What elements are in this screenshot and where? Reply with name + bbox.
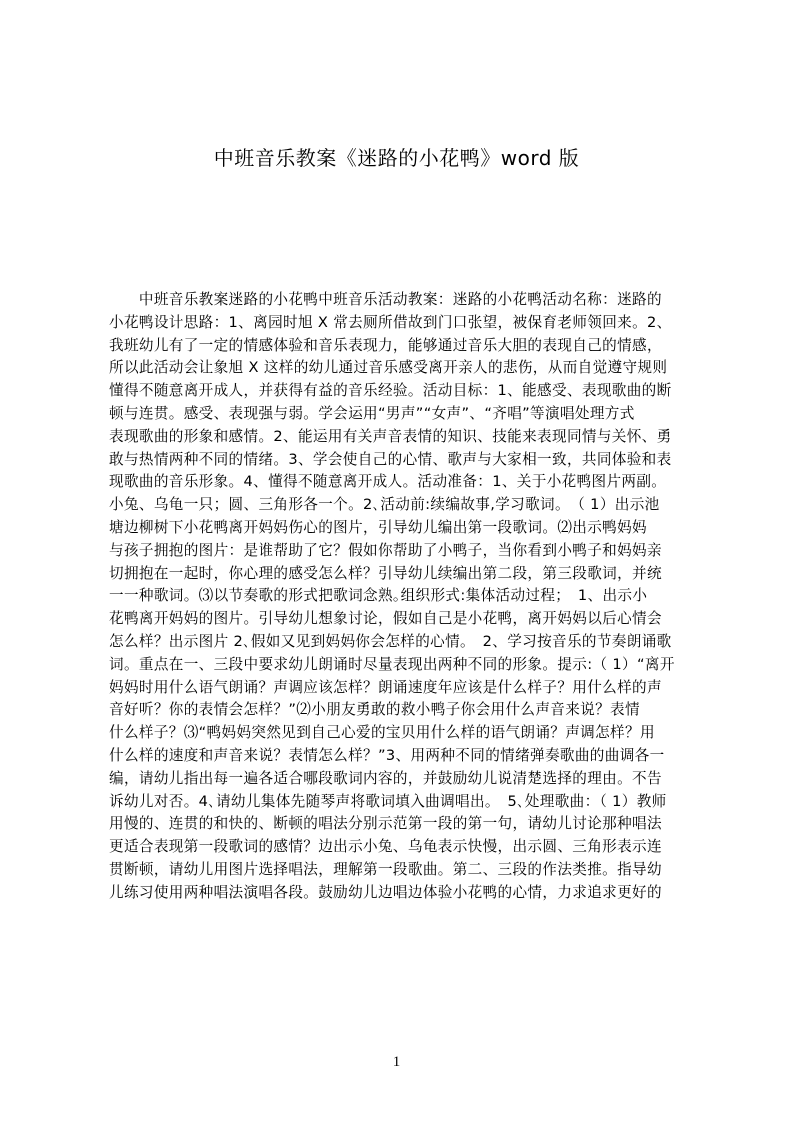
body-line: 切拥抱在一起时，你心理的感受怎么样？引导幼儿续编出第二段，第三段歌词，并统: [109, 564, 662, 582]
body-line: 小花鸭设计思路：1、离园时旭 X 常去厕所借故到门口张望，被保育老师领回来。2、: [109, 313, 672, 331]
body-line: 所以此活动会让象旭 X 这样的幼儿通过音乐感受离开亲人的悲伤，从而自觉遵守规则: [109, 359, 668, 377]
body-line: 小兔、乌龟一只；圆、三角形各一个。2､活动前:续编故事,学习歌词。 （ 1）出示池: [109, 496, 660, 514]
body-line: 什么样的速度和声音来说？表情怎么样？”3、用两种不同的情绪弹奏歌曲的曲调各一: [109, 746, 665, 764]
body-line: 用慢的、连贯的和快的、断顿的唱法分别示范第一段的第一句，请幼儿讨论那种唱法: [109, 815, 662, 833]
body-line: 诉幼儿对否。4､请幼儿集体先随琴声将歌词填入曲调唱出。 5､处理歌曲：（ 1）教师: [109, 792, 667, 810]
body-line: 音好听？你的表情会怎样？”⑵小朋友勇敢的救小鸭子你会用什么声音来说？表情: [109, 701, 640, 719]
body-line: 儿练习使用两种唱法演唱各段。鼓励幼儿边唱边体验小花鸭的心情，力求追求更好的: [109, 883, 662, 901]
body-line: 塘边柳树下小花鸭离开妈妈伤心的图片，引导幼儿编出第一段歌词。⑵出示鸭妈妈: [109, 518, 647, 536]
body-line: 敢与热情两种不同的情绪。3、学会使自己的心情、歌声与大家相一致，共同体验和表: [109, 450, 672, 468]
body-line: 与孩子拥抱的图片：是谁帮助了它？假如你帮助了小鸭子，当你看到小鸭子和妈妈亲: [109, 541, 662, 559]
body-line: 我班幼儿有了一定的情感体验和音乐表现力，能够通过音乐大胆的表现自己的情感，: [109, 336, 662, 354]
document-title: 中班音乐教案《迷路的小花鸭》word 版: [213, 146, 580, 170]
body-line: 一一种歌词。⑶以节奏歌的形式把歌词念熟｡组织形式:集体活动过程； 1、出示小: [109, 587, 648, 605]
body-line: 表现歌曲的形象和感情。2、能运用有关声音表情的知识、技能来表现同情与关怀、勇: [109, 427, 672, 445]
body-line: 妈妈时用什么语气朗诵？声调应该怎样？朗诵速度年应该是什么样子？用什么样的声: [109, 678, 662, 696]
body-line: 编，请幼儿指出每一遍各适合哪段歌词内容的，并鼓励幼儿说清楚选择的理由。不告: [109, 769, 662, 787]
body-line: 词。重点在一、三段中要求幼儿朗诵时尽量表现出两种不同的形象。提示:（ 1）“离开: [109, 655, 675, 673]
body-line: 什么样子？⑶“鸭妈妈突然见到自己心爱的宝贝用什么样的语气朗诵？声调怎样？用: [109, 724, 655, 742]
body-line: 中班音乐教案迷路的小花鸭中班音乐活动教案：迷路的小花鸭活动名称：迷路的: [109, 291, 662, 308]
body-line: 懂得不随意离开成人，并获得有益的音乐经验。活动目标：1、能感受、表现歌曲的断: [109, 382, 672, 400]
body-line: 花鸭离开妈妈的图片。引导幼儿想象讨论，假如自己是小花鸭，离开妈妈以后心情会: [109, 610, 662, 628]
page-number: 1: [392, 1054, 401, 1070]
body-line: 贯断顿，请幼儿用图片选择唱法，理解第一段歌曲。第二、三段的作法类推。指导幼: [109, 860, 662, 878]
body-line: 顿与连贯。感受、表现强与弱。学会运用“男声”“女声”、“齐唱”等演唱处理方式: [109, 404, 635, 422]
body-line: 更适合表现第一段歌词的感情？边出示小兔、乌龟表示快慢，出示圆、三角形表示连: [109, 838, 662, 856]
document-body: [109, 289, 709, 905]
body-line: 怎么样？出示图片 2､假如又见到妈妈你会怎样的心情。 2、学习按音乐的节奏朗诵歌: [109, 632, 672, 650]
body-line: 现歌曲的音乐形象。4、懂得不随意离开成人。活动准备：1、关于小花鸭图片两副。: [109, 473, 667, 491]
